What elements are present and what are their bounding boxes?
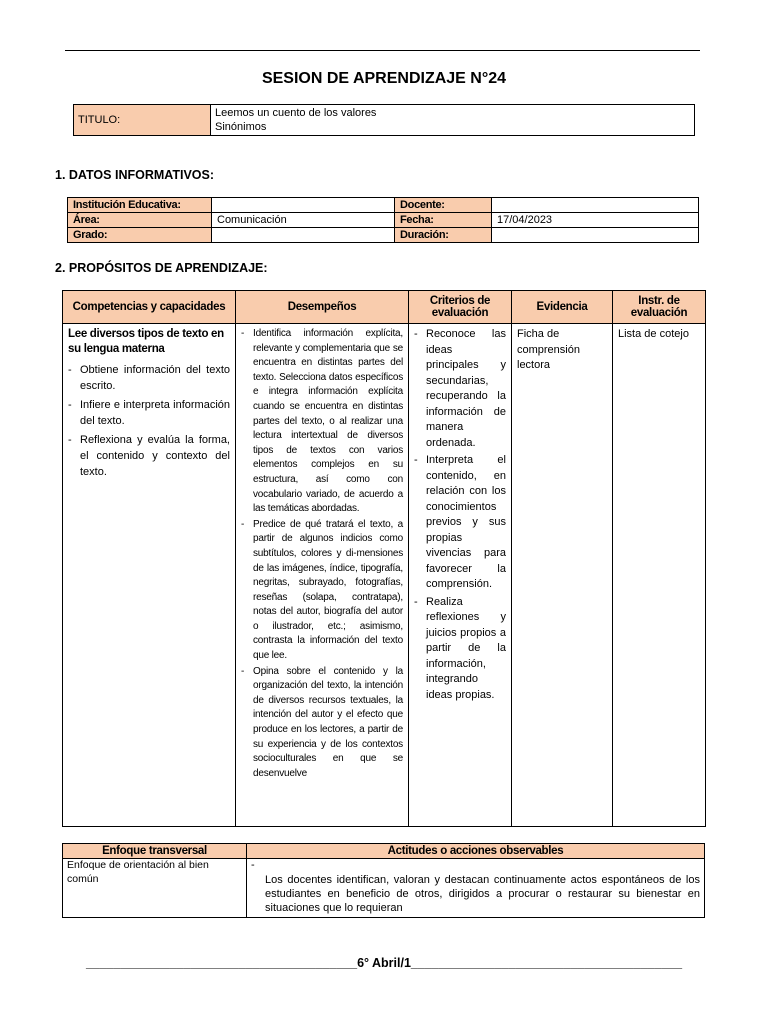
fecha-value: 17/04/2023 [492,213,699,228]
footer-rule-left: _______________________________________ [85,956,358,970]
footer-rule-right: _______________________________________ [410,956,683,970]
grado-value [212,228,395,243]
title-table [73,104,695,136]
area-value: Comunicación [212,213,395,228]
instrumento-cell [613,324,706,827]
propositos-table [62,290,706,827]
evidencia-value: Ficha de comprensión lectora [517,328,580,371]
duracion-value [492,228,699,243]
instrumento-value: Lista de cotejo [618,328,689,340]
top-rule [65,50,700,51]
header-evidencia: Evidencia [512,291,613,324]
criterio-item: - Reconoce las ideas principales y secundarias, recuperando la información de manera ordenada. [414,327,506,451]
criterios-cell [409,324,512,827]
desempenos-cell [236,324,409,827]
enfoque-table [62,843,705,918]
competencias-cell [63,324,236,827]
title-line-2: Sinónimos [215,121,267,133]
docente-label: Docente: [395,198,492,213]
capacidades-list [68,362,230,480]
criterio-item: - Interpreta el contenido, en relación con los conocimientos previos y sus propias vivencias para favorecer la comprensión. [414,453,506,593]
desempeno-item: - Opina sobre el contenido y la organización del texto, la intención de diversos recursos textuales, la intención del autor y el efecto que produce en los lectores, a partir de su experiencia y de los contextos socioculturales en que se desenvuelve [241,665,403,782]
datos-heading: 1. DATOS INFORMATIVOS: [55,168,215,182]
actitudes-cell [247,859,705,918]
propositos-heading: 2. PROPÓSITOS DE APRENDIZAJE: [55,261,268,275]
page-title: SESION DE APRENDIZAJE N°24 [261,70,507,87]
header-actitudes: Actitudes o acciones observables [247,844,705,859]
actitud-dash: - [251,859,255,871]
footer [0,956,768,970]
evidencia-cell [512,324,613,827]
capacidad-item: - Reflexiona y evalúa la forma, el contenido y contexto del texto. [68,432,230,480]
enfoque-value: Enfoque de orientación al bien común [67,859,209,885]
capacidad-item: - Infiere e interpreta información del texto. [68,397,230,429]
area-label: Área: [68,213,212,228]
desempenos-list [241,327,403,781]
grado-label: Grado: [68,228,212,243]
title-line-1: Leemos un cuento de los valores [215,107,377,119]
header-competencias: Competencias y capacidades [63,291,236,324]
desempeno-item: - Predice de qué tratará el texto, a partir de algunos indicios como subtítulos, colores y di-mensiones de las imágenes, índice, tipografía, negritas, subrayado, fotografías, reseñas (solapa, contratapa), notas del autor, biografía del autor o ilustrador, etc.; asimismo, contrasta la información del texto que lee. [241,518,403,664]
actitud-text: Los docentes identifican, valoran y destacan continuamente actos espontáneos de los estudiantes en beneficio de otros, dirigidos a procurar o restaurar su bienestar en situaciones que lo requieran [265,873,700,914]
institucion-value [212,198,395,213]
docente-value [492,198,699,213]
fecha-label: Fecha: [395,213,492,228]
duracion-label: Duración: [395,228,492,243]
title-value-cell [211,105,695,136]
criterios-list [414,327,506,703]
criterio-item: - Realiza reflexiones y juicios propios a partir de la información, integrando ideas propias. [414,595,506,704]
title-label-cell [74,105,211,136]
datos-table [67,197,699,243]
enfoque-cell [63,859,247,918]
header-desempenos: Desempeños [236,291,409,324]
institucion-label: Institución Educativa: [68,198,212,213]
title-label: TITULO: [78,114,121,126]
header-criterios: Criterios de evaluación [409,291,512,324]
capacidad-item: - Obtiene información del texto escrito. [68,362,230,394]
desempeno-item: - Identifica información explícita, relevante y complementaria que se encuentra en distintas partes del texto. Selecciona datos específicos e integra información explícita cuando se encuentra en distintas partes del texto, o al realizar una lectura intertextual de diversos tipos de textos con varios elementos complejos en su estructura, así como con vocabulario variado, de acuerdo a las temáticas abordadas. [241,327,403,517]
competencia-title: Lee diversos tipos de texto en su lengua materna [68,328,224,355]
header-enfoque: Enfoque transversal [63,844,247,859]
footer-text: 6° Abril/1 [357,956,411,970]
header-instrumento: Instr. de evaluación [613,291,706,324]
